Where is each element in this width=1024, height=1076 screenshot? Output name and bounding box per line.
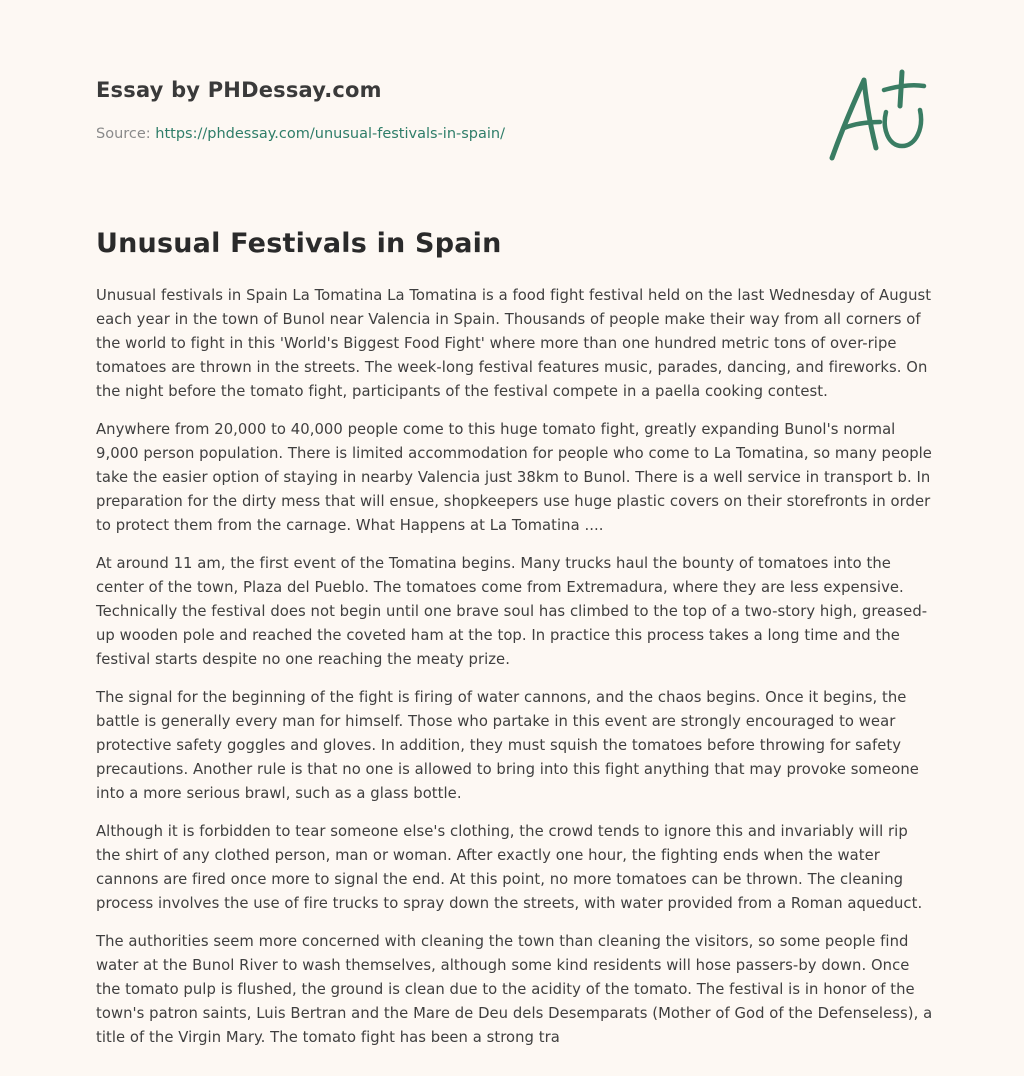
paragraph: The authorities seem more concerned with cleaning the town than cleaning the visitors, so some people find water at the Bunol River to wash themselves, although some kind residents will hose passers-by down. Once the tomato pulp is flushed, the ground is clean due to the acidity of the tomato. The festival is in honor of the town's patron saints, Luis Bertran and the Mare de Deu dels Desemparats (Mother of God of the Defenseless), a title of the Virgin Mary. The tomato fight has been a strong tra bbox=[96, 933, 933, 1046]
source-label: Source: bbox=[96, 126, 151, 142]
source-link[interactable]: https://phdessay.com/unusual-festivals-in-spain/ bbox=[155, 126, 505, 142]
paragraph: At around 11 am, the first event of the Tomatina begins. Many trucks haul the bounty of tomatoes into the center of the town, Plaza del Pueblo. The tomatoes come from Extremadura, where they are less expensive. Technically the festival does not begin until one brave soul has climbed to the top of a two-story high, greased-up wooden pole and reached the coveted ham at the top. In practice this process takes a long time and the festival starts despite no one reaching the meaty prize. bbox=[96, 555, 928, 668]
essay-body bbox=[96, 284, 934, 1064]
source-line bbox=[96, 124, 796, 144]
paragraph: Unusual festivals in Spain La Tomatina La Tomatina is a food fight festival held on the last Wednesday of August each year in the town of Bunol near Valencia in Spain. Thousands of people make their way from all corners of the world to fight in this 'World's Biggest Food Fight' where more than one hundred metric tons of over-ripe tomatoes are thrown in the streets. The week-long festival features music, parades, dancing, and fireworks. On the night before the tomato fight, participants of the festival compete in a paella cooking contest. bbox=[96, 287, 932, 400]
paragraph: Although it is forbidden to tear someone else's clothing, the crowd tends to ignore this and invariably will rip the shirt of any clothed person, man or woman. After exactly one hour, the fighting ends when the water cannons are fired once more to signal the end. At this point, no more tomatoes can be thrown. The cleaning process involves the use of fire trucks to spray down the streets, with water provided from a Roman aqueduct. bbox=[96, 823, 923, 912]
a-plus-logo-icon bbox=[820, 66, 930, 166]
paragraph: The signal for the beginning of the fight is firing of water cannons, and the chaos begins. Once it begins, the battle is generally every man for himself. Those who partake in this event are strongly encouraged to wear protective safety goggles and gloves. In addition, they must squish the tomatoes before throwing for safety precautions. Another rule is that no one is allowed to bring into this fight anything that may provoke someone into a more serious brawl, such as a glass bottle. bbox=[96, 689, 919, 802]
essay-header bbox=[96, 76, 796, 144]
brand-name: Essay by PHDessay.com bbox=[96, 78, 382, 102]
paragraph: Anywhere from 20,000 to 40,000 people come to this huge tomato fight, greatly expanding Bunol's normal 9,000 person population. There is limited accommodation for people who come to La Tomatina, so many people take the easier option of staying in nearby Valencia just 38km to Bunol. There is a well service in transport b. In preparation for the dirty mess that will ensue, shopkeepers use huge plastic covers on their storefronts in order to protect them from the carnage. What Happens at La Tomatina .... bbox=[96, 421, 932, 534]
essay-title: Unusual Festivals in Spain bbox=[96, 228, 502, 259]
